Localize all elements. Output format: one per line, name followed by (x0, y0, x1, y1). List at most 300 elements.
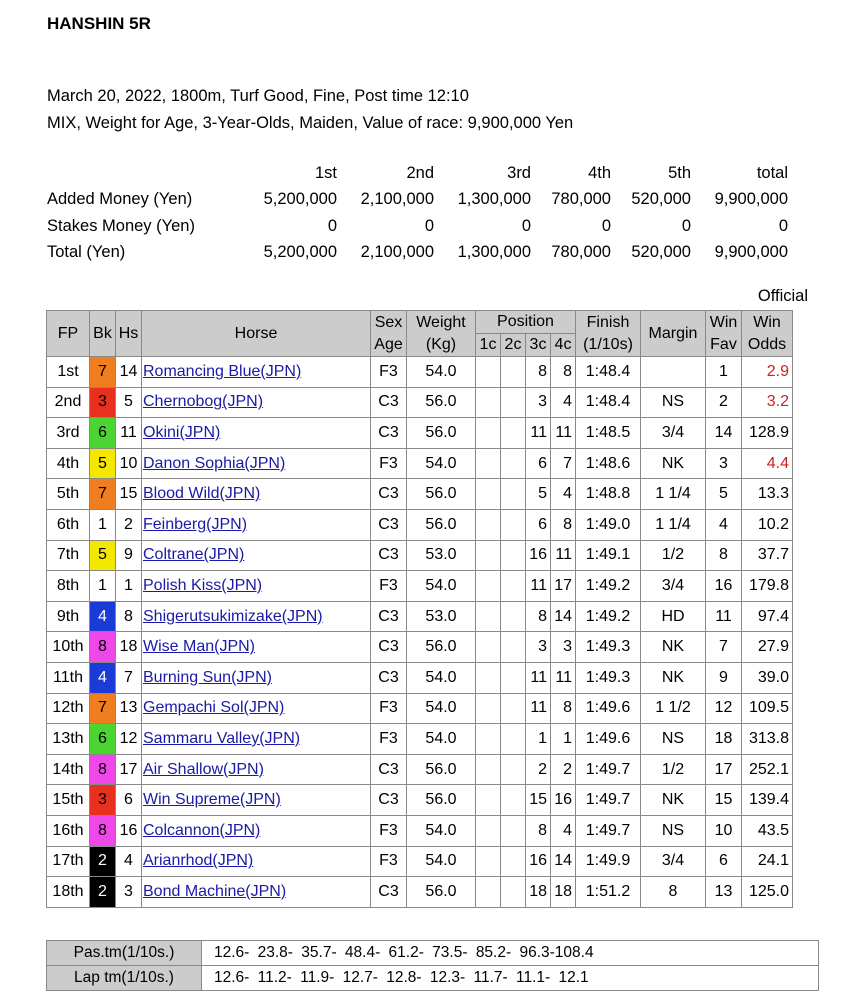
finish-time: 1:49.6 (576, 693, 641, 724)
win-odds: 4.4 (742, 448, 793, 479)
horse-number: 11 (116, 418, 142, 449)
finish-position: 1st (47, 357, 90, 388)
finish-time: 1:49.9 (576, 846, 641, 877)
position-1c (476, 754, 501, 785)
weight: 54.0 (407, 846, 476, 877)
added-money-row (44, 187, 788, 214)
result-row (47, 846, 793, 877)
horse-name (142, 632, 371, 663)
horse-name-link[interactable]: Wise Man(JPN) (143, 638, 256, 656)
finish-position: 11th (47, 662, 90, 693)
win-fav: 13 (706, 877, 742, 908)
horse-number: 17 (116, 754, 142, 785)
win-fav: 12 (706, 693, 742, 724)
horse-name (142, 846, 371, 877)
win-fav: 6 (706, 846, 742, 877)
prize-header-5th: 5th (668, 163, 691, 182)
position-1c (476, 632, 501, 663)
result-row (47, 571, 793, 602)
header-position: Position (476, 311, 576, 334)
weight: 54.0 (407, 357, 476, 388)
prize-cell: 1,300,000 (457, 243, 531, 262)
prize-header-4th: 4th (588, 163, 611, 182)
margin: NK (641, 448, 706, 479)
horse-name (142, 754, 371, 785)
position-1c (476, 479, 501, 510)
position-1c (476, 357, 501, 388)
position-4c: 11 (551, 540, 576, 571)
position-3c: 16 (526, 540, 551, 571)
prize-cell: 2,100,000 (360, 243, 434, 262)
finish-time: 1:49.3 (576, 662, 641, 693)
section-times-table (46, 940, 819, 991)
bracket-number: 2 (90, 846, 116, 877)
position-3c: 3 (526, 387, 551, 418)
finish-time: 1:49.6 (576, 724, 641, 755)
win-odds: 128.9 (742, 418, 793, 449)
finish-time: 1:49.7 (576, 815, 641, 846)
result-row (47, 509, 793, 540)
position-2c (501, 601, 526, 632)
finish-position: 2nd (47, 387, 90, 418)
bracket-number: 1 (90, 571, 116, 602)
win-fav: 16 (706, 571, 742, 602)
header-1c: 1c (476, 334, 501, 357)
position-4c: 8 (551, 509, 576, 540)
prize-cell: 0 (521, 216, 531, 235)
win-fav: 1 (706, 357, 742, 388)
sex-age: F3 (371, 571, 407, 602)
weight: 56.0 (407, 632, 476, 663)
weight: 56.0 (407, 785, 476, 816)
weight: 56.0 (407, 754, 476, 785)
position-2c (501, 357, 526, 388)
win-fav: 8 (706, 540, 742, 571)
prize-cell: 9,900,000 (714, 243, 788, 262)
weight: 54.0 (407, 662, 476, 693)
horse-name-link[interactable]: Colcannon(JPN) (143, 821, 261, 839)
prize-cell: 5,200,000 (263, 243, 337, 262)
results-header-row (47, 311, 793, 334)
win-fav: 10 (706, 815, 742, 846)
horse-number: 4 (116, 846, 142, 877)
margin: 1/2 (641, 754, 706, 785)
margin: NS (641, 815, 706, 846)
win-odds: 109.5 (742, 693, 793, 724)
position-3c: 8 (526, 357, 551, 388)
position-3c: 15 (526, 785, 551, 816)
horse-name-link[interactable]: Win Supreme(JPN) (143, 791, 281, 809)
horse-name-link[interactable]: Polish Kiss(JPN) (143, 576, 263, 594)
win-odds: 97.4 (742, 601, 793, 632)
win-fav: 15 (706, 785, 742, 816)
finish-position: 4th (47, 448, 90, 479)
position-1c (476, 448, 501, 479)
finish-position: 13th (47, 724, 90, 755)
horse-name-link[interactable]: Romancing Blue(JPN) (143, 362, 302, 380)
horse-name (142, 601, 371, 632)
position-4c: 4 (551, 479, 576, 510)
finish-position: 18th (47, 877, 90, 908)
finish-time: 1:49.3 (576, 632, 641, 663)
finish-time: 1:48.8 (576, 479, 641, 510)
results-table (46, 310, 793, 908)
margin: NK (641, 632, 706, 663)
finish-position: 6th (47, 509, 90, 540)
win-fav: 3 (706, 448, 742, 479)
header-weight: Weight (Kg) (407, 311, 476, 357)
bracket-number: 3 (90, 387, 116, 418)
result-row (47, 693, 793, 724)
race-info-line2: MIX, Weight for Age, 3-Year-Olds, Maiden, Value of race: 9,900,000 Yen (47, 114, 574, 132)
horse-number: 7 (116, 662, 142, 693)
win-odds: 24.1 (742, 846, 793, 877)
total-money-row (44, 240, 788, 267)
position-3c: 6 (526, 509, 551, 540)
finish-position: 12th (47, 693, 90, 724)
sex-age: C3 (371, 479, 407, 510)
passing-time-label: Pas.tm(1/10s.) (47, 941, 202, 966)
bracket-number: 5 (90, 448, 116, 479)
position-1c (476, 846, 501, 877)
prize-cell: 9,900,000 (714, 190, 788, 209)
bracket-number: 5 (90, 540, 116, 571)
result-row (47, 877, 793, 908)
finish-position: 8th (47, 571, 90, 602)
win-odds: 43.5 (742, 815, 793, 846)
prize-cell: 0 (778, 216, 788, 235)
bracket-number: 7 (90, 357, 116, 388)
header-sex-age (371, 311, 407, 357)
win-fav: 5 (706, 479, 742, 510)
finish-time: 1:48.4 (576, 387, 641, 418)
bracket-number: 4 (90, 662, 116, 693)
finish-position: 16th (47, 815, 90, 846)
margin: NS (641, 387, 706, 418)
position-4c: 8 (551, 693, 576, 724)
position-3c: 2 (526, 754, 551, 785)
horse-name-link[interactable]: Air Shallow(JPN) (143, 760, 264, 778)
header-4c: 4c (551, 334, 576, 357)
position-1c (476, 571, 501, 602)
horse-name-link[interactable]: Arianrhod(JPN) (143, 852, 254, 870)
finish-time: 1:48.6 (576, 448, 641, 479)
win-odds: 125.0 (742, 877, 793, 908)
official-label: Official (757, 287, 808, 305)
win-odds: 37.7 (742, 540, 793, 571)
weight: 54.0 (407, 724, 476, 755)
result-row (47, 724, 793, 755)
finish-time: 1:49.7 (576, 785, 641, 816)
prize-cell: 780,000 (551, 190, 611, 209)
bracket-number: 6 (90, 724, 116, 755)
weight: 54.0 (407, 571, 476, 602)
position-3c: 6 (526, 448, 551, 479)
prize-cell: 0 (601, 216, 611, 235)
header-horse: Horse (142, 311, 371, 357)
prize-header-total: total (756, 163, 788, 182)
horse-number: 18 (116, 632, 142, 663)
sex-age: F3 (371, 693, 407, 724)
header-3c: 3c (526, 334, 551, 357)
finish-position: 15th (47, 785, 90, 816)
horse-name-link[interactable]: Feinberg(JPN) (143, 515, 248, 533)
horse-name (142, 662, 371, 693)
horse-name (142, 877, 371, 908)
sex-age: C3 (371, 387, 407, 418)
position-3c: 18 (526, 877, 551, 908)
margin: 3/4 (641, 418, 706, 449)
position-3c: 11 (526, 693, 551, 724)
header-finish: Finish (1/10s) (576, 311, 641, 357)
position-3c: 11 (526, 418, 551, 449)
position-1c (476, 540, 501, 571)
weight: 56.0 (407, 387, 476, 418)
position-4c: 8 (551, 357, 576, 388)
race-title: HANSHIN 5R (47, 14, 151, 33)
prize-cell: 780,000 (551, 243, 611, 262)
prize-cell: 0 (424, 216, 434, 235)
position-1c (476, 662, 501, 693)
result-row (47, 357, 793, 388)
horse-name-link[interactable]: Burning Sun(JPN) (143, 668, 272, 686)
position-1c (476, 601, 501, 632)
prize-header-1st: 1st (314, 163, 337, 182)
sex-age: C3 (371, 632, 407, 663)
sex-age: C3 (371, 509, 407, 540)
position-2c (501, 846, 526, 877)
horse-number: 15 (116, 479, 142, 510)
sex-age: C3 (371, 754, 407, 785)
sex-age: C3 (371, 418, 407, 449)
result-row (47, 815, 793, 846)
finish-time: 1:49.2 (576, 571, 641, 602)
prize-cell: 0 (681, 216, 691, 235)
horse-name-link[interactable]: Gempachi Sol(JPN) (143, 699, 285, 717)
horse-name (142, 418, 371, 449)
position-2c (501, 754, 526, 785)
weight: 53.0 (407, 601, 476, 632)
finish-position: 7th (47, 540, 90, 571)
finish-time: 1:51.2 (576, 877, 641, 908)
finish-time: 1:49.0 (576, 509, 641, 540)
win-odds: 3.2 (742, 387, 793, 418)
weight: 56.0 (407, 479, 476, 510)
margin: NK (641, 785, 706, 816)
horse-number: 3 (116, 877, 142, 908)
weight: 54.0 (407, 448, 476, 479)
win-odds: 27.9 (742, 632, 793, 663)
horse-name-link[interactable]: Shigerutsukimizake(JPN) (143, 607, 323, 625)
position-2c (501, 724, 526, 755)
sex-age: C3 (371, 877, 407, 908)
sex-age: F3 (371, 357, 407, 388)
weight: 56.0 (407, 877, 476, 908)
result-row (47, 448, 793, 479)
finish-position: 17th (47, 846, 90, 877)
horse-number: 1 (116, 571, 142, 602)
position-4c: 14 (551, 601, 576, 632)
horse-name-link[interactable]: Blood Wild(JPN) (143, 485, 261, 503)
header-margin: Margin (641, 311, 706, 357)
finish-time: 1:49.7 (576, 754, 641, 785)
result-row (47, 387, 793, 418)
position-2c (501, 418, 526, 449)
win-odds: 179.8 (742, 571, 793, 602)
prize-money-header-row (44, 160, 788, 187)
position-2c (501, 785, 526, 816)
position-4c: 18 (551, 877, 576, 908)
position-1c (476, 877, 501, 908)
result-row (47, 540, 793, 571)
horse-number: 12 (116, 724, 142, 755)
win-odds: 10.2 (742, 509, 793, 540)
finish-position: 3rd (47, 418, 90, 449)
prize-cell: 2,100,000 (360, 190, 434, 209)
position-3c: 16 (526, 846, 551, 877)
horse-number: 5 (116, 387, 142, 418)
weight: 54.0 (407, 815, 476, 846)
result-row (47, 479, 793, 510)
position-3c: 8 (526, 601, 551, 632)
finish-time: 1:49.2 (576, 601, 641, 632)
position-4c: 7 (551, 448, 576, 479)
position-2c (501, 877, 526, 908)
result-row (47, 785, 793, 816)
sex-age: F3 (371, 724, 407, 755)
lap-time-row (47, 966, 819, 991)
header-bk: Bk (90, 311, 116, 357)
horse-name (142, 540, 371, 571)
sex-age: C3 (371, 540, 407, 571)
finish-time: 1:49.1 (576, 540, 641, 571)
position-2c (501, 448, 526, 479)
finish-time: 1:48.5 (576, 418, 641, 449)
margin: 1 1/2 (641, 693, 706, 724)
horse-number: 10 (116, 448, 142, 479)
horse-name-link[interactable]: Danon Sophia(JPN) (143, 454, 286, 472)
margin: 1 1/4 (641, 479, 706, 510)
horse-name-link[interactable]: Okini(JPN) (143, 423, 221, 441)
win-fav: 11 (706, 601, 742, 632)
stakes-money-row (44, 213, 788, 240)
win-fav: 7 (706, 632, 742, 663)
result-row (47, 662, 793, 693)
header-fp: FP (47, 311, 90, 357)
finish-position: 9th (47, 601, 90, 632)
margin: NK (641, 662, 706, 693)
position-4c: 11 (551, 418, 576, 449)
margin: 1 1/4 (641, 509, 706, 540)
horse-number: 16 (116, 815, 142, 846)
horse-name (142, 785, 371, 816)
horse-name (142, 479, 371, 510)
horse-name-link[interactable]: Bond Machine(JPN) (143, 882, 287, 900)
position-2c (501, 815, 526, 846)
margin: HD (641, 601, 706, 632)
position-2c (501, 540, 526, 571)
position-1c (476, 387, 501, 418)
passing-time-row (47, 941, 819, 966)
position-4c: 11 (551, 662, 576, 693)
position-1c (476, 815, 501, 846)
position-2c (501, 479, 526, 510)
horse-name-link[interactable]: Chernobog(JPN) (143, 393, 264, 411)
bracket-number: 8 (90, 632, 116, 663)
position-4c: 17 (551, 571, 576, 602)
horse-name-link[interactable]: Sammaru Valley(JPN) (143, 729, 301, 747)
position-2c (501, 387, 526, 418)
bracket-number: 4 (90, 601, 116, 632)
sex-age: F3 (371, 846, 407, 877)
position-2c (501, 509, 526, 540)
win-fav: 4 (706, 509, 742, 540)
win-fav: 14 (706, 418, 742, 449)
bracket-number: 7 (90, 479, 116, 510)
horse-name (142, 448, 371, 479)
weight: 56.0 (407, 418, 476, 449)
horse-name (142, 693, 371, 724)
prize-row-label: Total (Yen) (47, 243, 126, 262)
horse-number: 13 (116, 693, 142, 724)
prize-cell: 5,200,000 (263, 190, 337, 209)
header-age: Age (374, 335, 403, 353)
header-2c: 2c (501, 334, 526, 357)
result-row (47, 632, 793, 663)
win-fav: 9 (706, 662, 742, 693)
finish-position: 10th (47, 632, 90, 663)
prize-row-label: Stakes Money (Yen) (47, 216, 195, 235)
horse-name (142, 357, 371, 388)
result-row (47, 418, 793, 449)
margin: 3/4 (641, 846, 706, 877)
win-odds: 39.0 (742, 662, 793, 693)
horse-name (142, 724, 371, 755)
horse-number: 9 (116, 540, 142, 571)
bracket-number: 8 (90, 754, 116, 785)
position-1c (476, 724, 501, 755)
win-odds: 313.8 (742, 724, 793, 755)
header-win-odds: Win Odds (742, 311, 793, 357)
win-fav: 18 (706, 724, 742, 755)
finish-position: 14th (47, 754, 90, 785)
win-odds: 2.9 (742, 357, 793, 388)
bracket-number: 3 (90, 785, 116, 816)
position-1c (476, 785, 501, 816)
position-1c (476, 418, 501, 449)
results-body (47, 357, 793, 908)
finish-time: 1:48.4 (576, 357, 641, 388)
sex-age: F3 (371, 815, 407, 846)
position-1c (476, 509, 501, 540)
prize-cell: 520,000 (631, 190, 691, 209)
position-4c: 14 (551, 846, 576, 877)
header-hs: Hs (116, 311, 142, 357)
bracket-number: 7 (90, 693, 116, 724)
horse-name-link[interactable]: Coltrane(JPN) (143, 546, 245, 564)
lap-time-label: Lap tm(1/10s.) (47, 966, 202, 991)
position-3c: 1 (526, 724, 551, 755)
win-odds: 139.4 (742, 785, 793, 816)
margin: 8 (641, 877, 706, 908)
position-3c: 11 (526, 662, 551, 693)
position-3c: 11 (526, 571, 551, 602)
position-4c: 16 (551, 785, 576, 816)
win-fav: 17 (706, 754, 742, 785)
bracket-number: 6 (90, 418, 116, 449)
header-win-fav: Win Fav (706, 311, 742, 357)
sex-age: C3 (371, 662, 407, 693)
